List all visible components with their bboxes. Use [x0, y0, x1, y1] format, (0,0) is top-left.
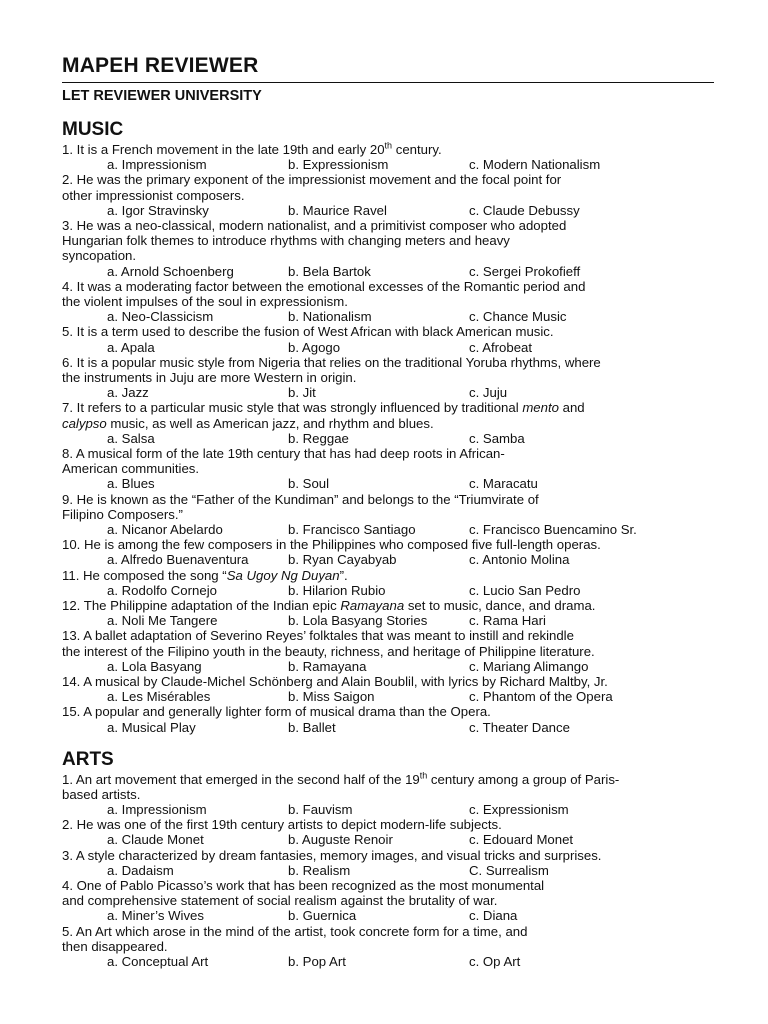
question-text: 5. An Art which arose in the mind of the artist, took concrete form for a time, and	[62, 923, 528, 939]
arts-heading: ARTS	[62, 748, 114, 770]
answer-options	[62, 431, 716, 446]
option-b: b. Auguste Renoir	[288, 832, 393, 848]
answer-options	[62, 863, 716, 878]
question-text: calypso music, as well as American jazz, and rhythm and blues.	[62, 415, 434, 431]
question-text: 9. He is known as the “Father of the Kundiman” and belongs to the “Triumvirate of	[62, 491, 539, 507]
title-divider	[62, 82, 714, 83]
question-text: 4. It was a moderating factor between the emotional excesses of the Romantic period and	[62, 278, 586, 294]
document-subtitle: LET REVIEWER UNIVERSITY	[62, 88, 262, 104]
answer-options	[62, 583, 716, 598]
arts-section	[62, 748, 716, 970]
question-item	[62, 492, 716, 538]
option-a: a. Impressionism	[107, 802, 207, 818]
question-item	[62, 446, 716, 492]
question-item	[62, 400, 716, 446]
option-c: c. Modern Nationalism	[469, 157, 601, 173]
option-a: a. Nicanor Abelardo	[107, 521, 223, 537]
question-text: 6. It is a popular music style from Nigeria that relies on the traditional Yoruba rhythms, where	[62, 354, 601, 370]
option-c: c. Lucio San Pedro	[469, 582, 581, 598]
answer-options	[62, 802, 716, 817]
option-c: c. Op Art	[469, 954, 521, 970]
question-text: 3. He was a neo-classical, modern nationalist, and a primitivist composer who adopted	[62, 217, 567, 233]
answer-options	[62, 908, 716, 923]
option-a: a. Impressionism	[107, 157, 207, 173]
option-a: a. Miner’s Wives	[107, 908, 204, 924]
answer-options	[62, 264, 716, 279]
question-text: 13. A ballet adaptation of Severino Reyes’ folktales that was meant to instill and rekindle	[62, 628, 574, 644]
question-item	[62, 924, 716, 970]
option-b: b. Jit	[288, 385, 316, 401]
question-text: other impressionist composers.	[62, 187, 245, 203]
question-text: the violent impulses of the soul in expressionism.	[62, 293, 348, 309]
music-section	[62, 118, 716, 735]
question-item	[62, 355, 716, 401]
question-item	[62, 218, 716, 279]
option-c: c. Maracatu	[469, 476, 538, 492]
answer-options	[62, 476, 716, 491]
question-item	[62, 142, 716, 172]
question-item	[62, 704, 716, 734]
option-c: c. Edouard Monet	[469, 832, 574, 848]
option-a: a. Salsa	[107, 430, 155, 446]
question-text: 1. It is a French movement in the late 19th and early 20th century.	[62, 140, 442, 157]
question-text: 8. A musical form of the late 19th century that has had deep roots in African-	[62, 445, 505, 461]
question-text: 4. One of Pablo Picasso’s work that has been recognized as the most monumental	[62, 878, 545, 894]
music-heading: MUSIC	[62, 119, 124, 140]
option-b: b. Pop Art	[288, 954, 346, 970]
answer-options	[62, 203, 716, 218]
question-text: 14. A musical by Claude-Michel Schönberg and Alain Boublil, with lyrics by Richard Maltby, Jr.	[62, 673, 608, 689]
option-c: c. Afrobeat	[469, 339, 533, 355]
question-text: 12. The Philippine adaptation of the Indian epic Ramayana set to music, dance, and drama.	[62, 597, 596, 613]
option-a: a. Apala	[107, 339, 155, 355]
question-text: the interest of the Filipino youth in the beauty, richness, and heritage of Philippine literature.	[62, 643, 595, 659]
option-a: a. Musical Play	[107, 719, 196, 735]
option-c: C. Surrealism	[469, 862, 549, 878]
option-c: c. Sergei Prokofieff	[469, 263, 581, 279]
option-b: b. Lola Basyang Stories	[288, 613, 428, 629]
option-a: a. Conceptual Art	[107, 954, 209, 970]
option-b: b. Ramayana	[288, 658, 367, 674]
answer-options	[62, 157, 716, 172]
option-a: a. Arnold Schoenberg	[107, 263, 234, 279]
option-c: c. Juju	[469, 385, 508, 401]
answer-options	[62, 613, 716, 628]
option-b: b. Ballet	[288, 719, 336, 735]
option-a: a. Dadaism	[107, 862, 174, 878]
option-c: c. Francisco Buencamino Sr.	[469, 521, 637, 537]
question-text: 5. It is a term used to describe the fusion of West African with black American music.	[62, 324, 554, 340]
option-b: b. Realism	[288, 862, 351, 878]
question-item	[62, 878, 716, 924]
option-c: c. Expressionism	[469, 802, 569, 818]
question-text: 7. It refers to a particular music style that was strongly influenced by traditional mento and	[62, 400, 585, 416]
option-a: a. Igor Stravinsky	[107, 202, 209, 218]
question-text: 15. A popular and generally lighter form of musical drama than the Opera.	[62, 704, 491, 720]
option-a: a. Lola Basyang	[107, 658, 202, 674]
question-text: 11. He composed the song “Sa Ugoy Ng Duyan”.	[62, 567, 348, 583]
option-b: b. Hilarion Rubio	[288, 582, 386, 598]
option-b: b. Miss Saigon	[288, 689, 375, 705]
question-text: based artists.	[62, 786, 141, 802]
question-item	[62, 568, 716, 598]
question-item	[62, 324, 716, 354]
option-a: a. Alfredo Buenaventura	[107, 552, 249, 568]
option-b: b. Nationalism	[288, 309, 372, 325]
answer-options	[62, 954, 716, 969]
question-text: 2. He was one of the first 19th century artists to depict modern-life subjects.	[62, 817, 502, 833]
question-item	[62, 848, 716, 878]
option-c: c. Phantom of the Opera	[469, 689, 613, 705]
answer-options	[62, 340, 716, 355]
answer-options	[62, 689, 716, 704]
question-item	[62, 598, 716, 628]
answer-options	[62, 552, 716, 567]
reviewer-page	[62, 52, 716, 969]
answer-options	[62, 309, 716, 324]
question-item	[62, 628, 716, 674]
question-text: Hungarian folk themes to introduce rhythms with changing meters and heavy	[62, 233, 510, 249]
option-a: a. Claude Monet	[107, 832, 204, 848]
option-b: b. Reggae	[288, 430, 349, 446]
question-item	[62, 279, 716, 325]
option-c: c. Samba	[469, 430, 525, 446]
question-text: Filipino Composers.”	[62, 506, 183, 522]
option-a: a. Blues	[107, 476, 155, 492]
question-item	[62, 172, 716, 218]
option-c: c. Claude Debussy	[469, 202, 580, 218]
option-b: b. Expressionism	[288, 157, 389, 173]
answer-options	[62, 720, 716, 735]
option-c: c. Antonio Molina	[469, 552, 570, 568]
option-b: b. Ryan Cayabyab	[288, 552, 397, 568]
option-c: c. Mariang Alimango	[469, 658, 589, 674]
answer-options	[62, 659, 716, 674]
option-b: b. Soul	[288, 476, 330, 492]
option-b: b. Guernica	[288, 908, 357, 924]
question-text: then disappeared.	[62, 938, 168, 954]
option-a: a. Rodolfo Cornejo	[107, 582, 217, 598]
document-title: MAPEH REVIEWER	[62, 54, 259, 77]
question-item	[62, 772, 716, 818]
option-a: a. Les Misérables	[107, 689, 211, 705]
question-text: 2. He was the primary exponent of the impressionist movement and the focal point for	[62, 172, 562, 188]
question-text: syncopation.	[62, 248, 137, 264]
question-text: 10. He is among the few composers in the Philippines who composed five full-length operas.	[62, 537, 601, 553]
question-item	[62, 674, 716, 704]
question-item	[62, 537, 716, 567]
answer-options	[62, 385, 716, 400]
option-c: c. Rama Hari	[469, 613, 546, 629]
option-c: c. Theater Dance	[469, 719, 570, 735]
option-a: a. Neo-Classicism	[107, 309, 214, 325]
question-text: and comprehensive statement of social realism against the brutality of war.	[62, 893, 498, 909]
question-item	[62, 817, 716, 847]
answer-options	[62, 522, 716, 537]
option-b: b. Francisco Santiago	[288, 521, 416, 537]
question-text: 3. A style characterized by dream fantasies, memory images, and visual tricks and surprises.	[62, 847, 602, 863]
option-a: a. Noli Me Tangere	[107, 613, 218, 629]
option-b: b. Fauvism	[288, 802, 353, 818]
option-b: b. Maurice Ravel	[288, 202, 387, 218]
question-text: American communities.	[62, 461, 200, 477]
question-text: 1. An art movement that emerged in the second half of the 19th century among a group of Paris-	[62, 770, 620, 787]
option-b: b. Agogo	[288, 339, 341, 355]
option-c: c. Diana	[469, 908, 518, 924]
option-b: b. Bela Bartok	[288, 263, 371, 279]
question-text: the instruments in Juju are more Western in origin.	[62, 369, 357, 385]
answer-options	[62, 832, 716, 847]
option-c: c. Chance Music	[469, 309, 567, 325]
option-a: a. Jazz	[107, 385, 149, 401]
